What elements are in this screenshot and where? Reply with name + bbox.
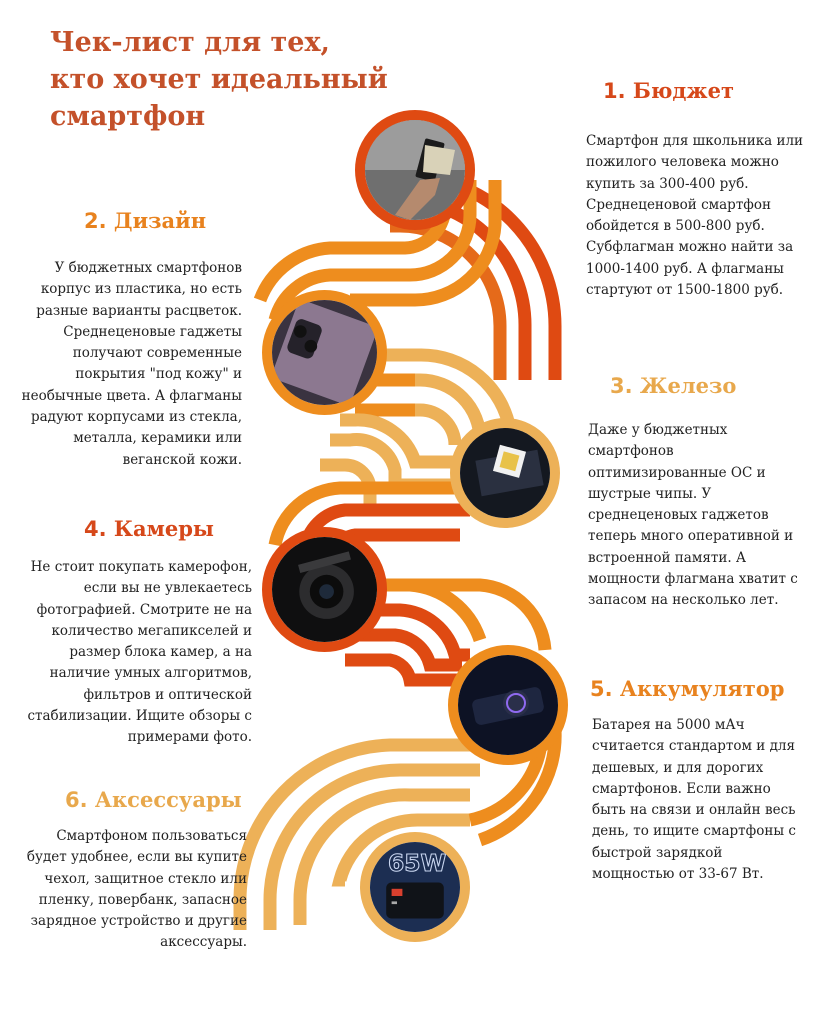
heading-battery-name: Аккумулятор: [619, 676, 785, 701]
heading-hardware: [610, 373, 736, 398]
text-battery: Батарея на 5000 мАч считается стандартом и для дешевых, и для дорогих смартфонов. Если важно быть на связи и онлайн весь день, то ищите смартфоны с быстрой зарядкой мощностью от 33-67 Вт.: [592, 717, 796, 883]
heading-accessories-number: 6.: [65, 788, 88, 812]
text-design: У бюджетных смартфонов корпус из пластика, но есть разные варианты расцветок. Среднеценовые гаджеты получают современные покрытия "под кожу" и необычные цвета. А флагманы радуют корпусами из стекла, металла, керамики или веганской кожи.: [21, 260, 242, 468]
heading-budget-name: Бюджет: [632, 78, 734, 103]
purple-smartphone-photo: [262, 290, 387, 415]
heading-budget: [603, 78, 734, 103]
heading-design-number: 2.: [84, 209, 107, 233]
text-accessories: Смартфоном пользоваться будет удобнее, если вы купите чехол, защитное стекло или пленку, повербанк, запасное зарядное устройство и другие аксессуары.: [26, 828, 247, 951]
heading-accessories-name: Аксессуары: [94, 787, 242, 812]
heading-design: [84, 208, 206, 233]
money-in-hand-photo: [355, 110, 475, 230]
heading-battery-number: 5.: [590, 677, 613, 701]
text-cameras: Не стоит покупать камерофон, если вы не увлекаетесь фотографией. Смотрите не на количество мегапикселей и размер блока камер, а на наличие умных алгоритмов, фильтров и оптической стабилизации. Ищите обзоры с примерами фото.: [27, 559, 252, 746]
wireless-charger-photo: [448, 645, 568, 765]
chip-photo: [450, 418, 560, 528]
heading-design-name: Дизайн: [113, 208, 207, 233]
heading-hardware-name: Железо: [639, 373, 737, 398]
text-budget: Смартфон для школьника или пожилого человека можно купить за 300-400 руб. Среднеценовой смартфон обойдется в 500-800 руб. Субфлагман можно найти за 1000-1400 руб. А флагманы стартуют от 1500-1800 руб.: [586, 133, 804, 299]
heading-cameras: [84, 516, 214, 541]
camera-module-photo: [262, 527, 387, 652]
heading-accessories: [65, 787, 242, 812]
heading-hardware-number: 3.: [610, 374, 633, 398]
heading-cameras-number: 4.: [84, 517, 107, 541]
65w-charger-photo: [360, 832, 470, 942]
heading-budget-number: 1.: [603, 79, 626, 103]
65w-label: 65W: [388, 848, 447, 877]
page-title: Чек-лист для тех, кто хочет идеальный смартфон: [50, 27, 388, 132]
heading-battery: [590, 676, 785, 701]
heading-cameras-name: Камеры: [113, 516, 214, 541]
text-hardware: Даже у бюджетных смартфонов оптимизированные ОС и шустрые чипы. У среднеценовых гаджетов теперь много оперативной и встроенной памяти. А мощности флагмана хватит с запасом на несколько лет.: [588, 422, 798, 609]
